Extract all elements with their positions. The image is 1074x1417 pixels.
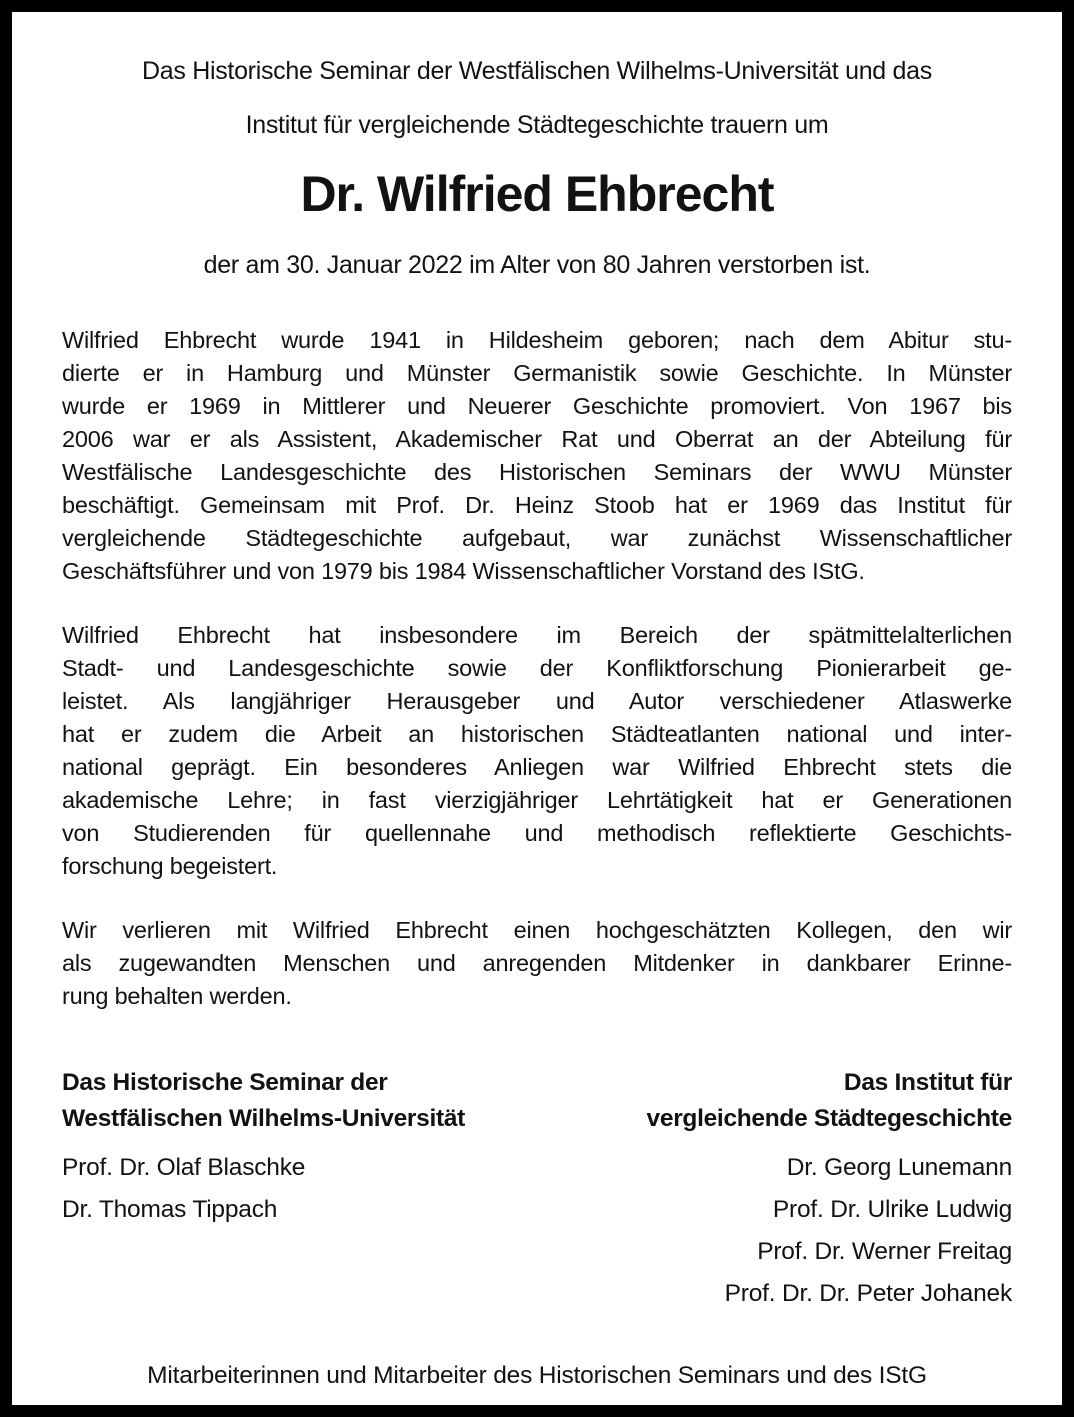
intro-line: Institut für vergleichende Städtegeschichte trauern um [245, 111, 829, 139]
org-name-seminar [62, 1065, 465, 1137]
text-line: vergleichende Städtegeschichte aufgebaut, war zunächst Wissenschaftlicher [62, 525, 1012, 551]
org-line: Westfälischen Wilhelms-Universität [62, 1105, 466, 1132]
death-line: der am 30. Januar 2022 im Alter von 80 Jahren verstorben ist. [203, 251, 871, 279]
paper [12, 12, 1062, 1405]
signatory-names-institut [647, 1147, 1012, 1315]
deceased-name: Dr. Wilfried Ehbrecht [300, 166, 774, 222]
text-line: Wir verlieren mit Wilfried Ehbrecht einen hochgeschätzten Kollegen, den wir [62, 917, 1012, 943]
text-line: rung behalten werden. [62, 983, 292, 1009]
header [62, 56, 1012, 280]
text-line: hat er zudem die Arbeit an historischen Städteatlanten national und inter- [62, 721, 1012, 747]
text-line: wurde er 1969 in Mittlerer und Neuerer Geschichte promoviert. Von 1967 bis [62, 393, 1012, 419]
text-line: forschung begeistert. [62, 853, 278, 879]
text-line: dierte er in Hamburg und Münster Germanistik sowie Geschichte. In Münster [62, 360, 1012, 386]
text-line: Geschäftsführer und von 1979 bis 1984 Wissenschaftlicher Vorstand des IStG. [62, 558, 865, 584]
text-line: 2006 war er als Assistent, Akademischer Rat und Oberrat an der Abteilung für [62, 426, 1012, 452]
signatory-name: Prof. Dr. Olaf Blaschke [62, 1154, 306, 1181]
org-line: Das Institut für [843, 1069, 1012, 1096]
signatory-name: Prof. Dr. Werner Freitag [757, 1238, 1012, 1265]
signatory-name: Prof. Dr. Ulrike Ludwig [772, 1196, 1012, 1223]
org-name-institut [647, 1065, 1012, 1137]
signatory-name: Dr. Thomas Tippach [62, 1196, 278, 1223]
signature-column-seminar [62, 1065, 465, 1315]
text-line: leistet. Als langjähriger Herausgeber und Autor verschiedener Atlaswerke [62, 688, 1012, 714]
signatory-name: Dr. Georg Lunemann [786, 1154, 1012, 1181]
staff-line: Mitarbeiterinnen und Mitarbeiter des Historischen Seminars und des IStG [147, 1362, 927, 1389]
paragraph-biography [62, 324, 1012, 588]
intro-line: Das Historische Seminar der Westfälischen Wilhelms-Universität und das [142, 57, 932, 85]
org-line: vergleichende Städtegeschichte [646, 1105, 1012, 1132]
signatory-name: Prof. Dr. Dr. Peter Johanek [724, 1280, 1012, 1307]
text-line: als zugewandten Menschen und anregenden Mitdenker in dankbarer Erinne- [62, 950, 1012, 976]
signatures [62, 1065, 1012, 1315]
obituary-body [62, 324, 1012, 1013]
org-line: Das Historische Seminar der [62, 1069, 388, 1096]
signature-column-institut [647, 1065, 1012, 1315]
intro-lines [62, 56, 1012, 140]
paragraph-condolence [62, 914, 1012, 1013]
text-line: Wilfried Ehbrecht hat insbesondere im Bereich der spätmittelalterlichen [62, 622, 1012, 648]
text-line: akademische Lehre; in fast vierzigjähriger Lehrtätigkeit hat er Generationen [62, 787, 1012, 813]
paragraph-achievements [62, 619, 1012, 883]
text-line: national geprägt. Ein besonderes Anliegen war Wilfried Ehbrecht stets die [62, 754, 1012, 780]
text-line: Wilfried Ehbrecht wurde 1941 in Hildesheim geboren; nach dem Abitur stu- [62, 327, 1012, 353]
text-line: von Studierenden für quellennahe und methodisch reflektierte Geschichts- [62, 820, 1012, 846]
text-line: beschäftigt. Gemeinsam mit Prof. Dr. Heinz Stoob hat er 1969 das Institut für [62, 492, 1012, 518]
text-line: Stadt- und Landesgeschichte sowie der Konfliktforschung Pionierarbeit ge- [62, 655, 1012, 681]
signatory-names-seminar [62, 1147, 465, 1231]
text-line: Westfälische Landesgeschichte des Historischen Seminars der WWU Münster [62, 459, 1012, 485]
